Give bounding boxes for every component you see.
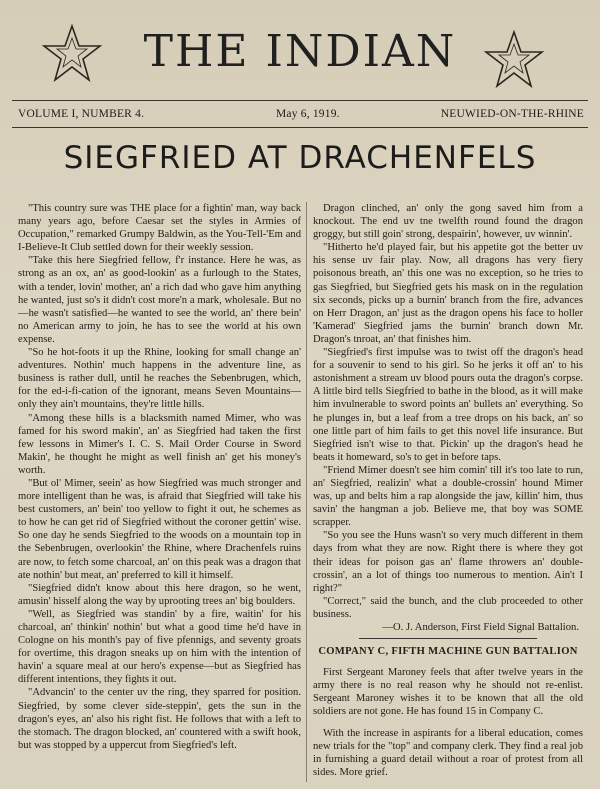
article-paragraph: "Siegfried didn't know about this here dragon, so he went, amusin' hisself along the way by uprooting trees an' big boulders. <box>18 582 301 607</box>
masthead-rule-bottom <box>12 127 588 128</box>
section-divider <box>359 638 537 639</box>
article-paragraph: "Friend Mimer doesn't see him comin' till it's too late to run, an' Siegfried, realizin' what a double-crossin' hound Mimer was, up and belts him a rap alongside the jaw, killin' him, thus savin' the hangman a job. Believe me, that boy was SOME scrapper. <box>313 464 583 529</box>
article-byline: —O. J. Anderson, First Field Signal Battalion. <box>382 622 579 633</box>
issue-date: May 6, 1919. <box>276 108 340 120</box>
article-paragraph: Dragon clinched, an' only the gong saved him from a knockout. The end uv tne twelfth round found the dragon groggy, but still goin' strong, despairin', however, uv winnin'. <box>313 203 583 241</box>
article-paragraph: "Advancin' to the center uv the ring, they sparred for position. Siegfried, by some clever side-steppin', gets the sun in the dragon's eyes, an' also his right fist. He follows that with a left to the stomach. The dragon blocked, an' countered with a swift hook, but was stopped by a uppercut from Siegfried's left. <box>18 687 301 751</box>
article-paragraph: "Correct," said the bunch, and the club proceeded to other business. <box>313 595 583 620</box>
column-divider <box>306 202 307 782</box>
article-paragraph: "Hitherto he'd played fair, but his appetite got the better uv his sense uv fair play. Now, all dragons has very fiery poisonous breath, an' this one was no exception, so he tries to gas Siegfried, but Siegfried gets his mask on in the regulation six seconds, picks up a burnin' branch from the fire, advances on Herr Dragon, an' just as the dragon opens his face to holler 'Kamerad' Siegfried jams the burnin' branch down Mr. Dragon's tnroat, an' that finishes him. <box>313 242 583 345</box>
article-paragraph: "Take this here Siegfried fellow, f'r instance. Here he was, as strong as an ox, an' as good-lookin' as a furlough to the States, with a tender, lovin' mother, an' a rich dad who gave him anything he wanted, just so's it didn't cost more'n a mark, wholesale. But no—he wasn't satisfied—he wanted to see the world, an' there bein' no American army to join, he has to see the world at his own expense. <box>18 255 301 345</box>
article-column-left <box>18 202 301 752</box>
masthead <box>0 20 600 100</box>
volume-number: VOLUME I, NUMBER 4. <box>18 108 145 120</box>
article-paragraph: "Among these hills is a blacksmith named Mimer, who was famed for his sword makin', an' as Siegfried had taken the first few lessons in Mimer's I. C. S. Mail Order Course in Sword Makin', he thought he might as well finish an' get his money's worth. <box>18 412 301 476</box>
article-paragraph: "So you see the Huns wasn't so very much different in them days from what they are now. Right there is where they got their ideas for poison gas an' flame throwers an' double-crossin', an a lot of things too numerous to mention. Ain't I right?" <box>313 530 583 594</box>
article-paragraph: "This country sure was THE place for a fightin' man, way back many years ago, before Caesar set the styles in Armies of Occupation," remarked Grumpy Baldwin, as the You-Tell-'Em and I-Believe-It Club settled down for their weekly session. <box>18 203 301 254</box>
section-heading: COMPANY C, FIFTH MACHINE GUN BATTALION <box>318 646 578 658</box>
star-right-icon <box>484 30 544 90</box>
dateline <box>14 106 586 126</box>
article-paragraph: "But ol' Mimer, seein' as how Siegfried was much stronger and more intelligent than he was, is afraid that Siegfried will take his best customers, an' bein' too yellow to fight it out, he schemes as to how he can get rid of Siegfried without the coroner gettin' wise. So one day he sends Siegfried to the woods on a mountain top in the Sebenbrugen, overlookin' the Rhine, where Drachenfels ruins are now, to fetch some charcoal, an' on this peak was a dragon that ate nothin' but meat, an' preferred to kill it himself. <box>18 477 301 581</box>
publication-place: NEUWIED-ON-THE-RHINE <box>440 108 584 120</box>
article-paragraph: "So he hot-foots it up the Rhine, looking for small change an' adventures. Nothin' much happens in the adventure line, as business is rather dull, until he reaches the Sebenbrugen, which, for the ed-i-fi-cation of the ignorant, means Seven Mountains—only they ain't mountains, they're little hills. <box>18 347 301 411</box>
article-paragraph: "Well, as Siegfried was standin' by a fire, waitin' for his charcoal, an' thinkin' nothin' but what a good time he'd have in Cologne on his month's pay of five pfennigs, and seventy groats for overtime, this dragon sneaks up on him with the intention of havin' a square meal at our hero's expense—but as Siegfried has different intentions, they fights it out. <box>18 608 301 686</box>
section-paragraph: With the increase in aspirants for a liberal education, comes new trials for the "top" and company clerk. They find a real job in furnishing a guard detail without a roar of protest from all sides. More grief. <box>313 727 583 778</box>
article-paragraph: "Siegfried's first impulse was to twist off the dragon's head for a souvenir to send to his girl. So he jerks it off an' to his astonishment a stream uv blood pours outa the dragon's corpse. A little bird tells Siegfried to bathe in the blood, as it will make him invulnerable to sword points an' bullets an' everything. So he plunges in, but a leaf from a tree drops on his back, an' so one little part of him fails to get this novel life insurance. But Siegfried isn't wise to that. Pickin' up the dragon's head he beats it homeward, so's to get in before taps. <box>313 347 583 463</box>
section-paragraph: First Sergeant Maroney feels that after twelve years in the army there is no real reason why he should not re-enlist. Sergeant Maroney wishes it to be known that all the old soldiers are not gone. He has found 15 in Company C. <box>313 667 583 718</box>
article-headline: SIEGFRIED AT DRACHENFELS <box>63 140 537 176</box>
article-column-right <box>313 202 583 779</box>
masthead-rule-top <box>12 100 588 101</box>
newspaper-title: THE INDIAN <box>143 26 457 77</box>
